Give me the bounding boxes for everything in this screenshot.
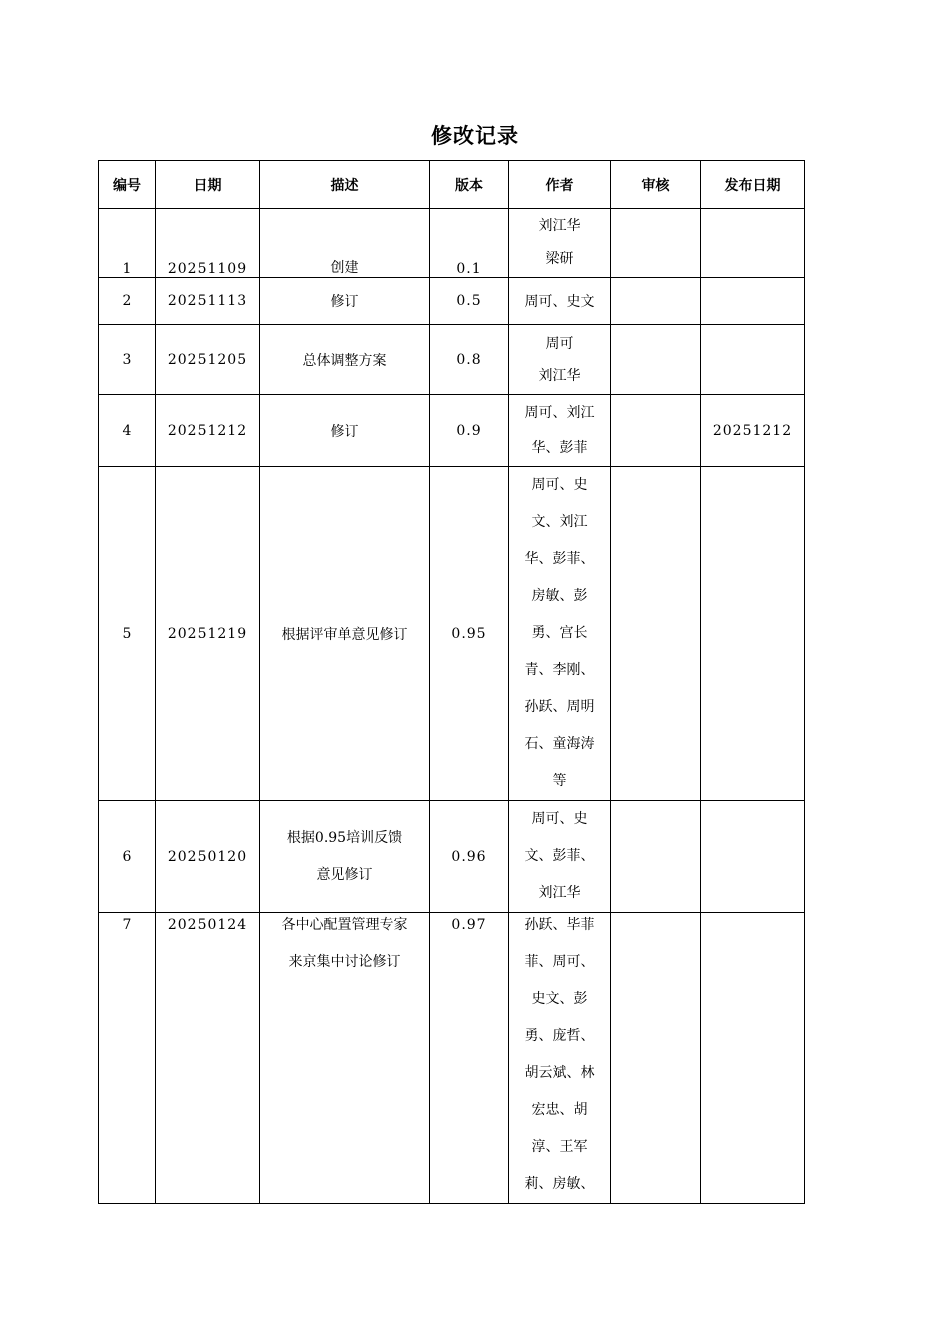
cell-date: 20251219	[156, 467, 260, 801]
cell-release: 20251212	[701, 395, 805, 467]
table-row	[99, 278, 805, 325]
cell-version: 0.1	[430, 209, 509, 278]
cell-desc: 创建	[260, 209, 430, 278]
cell-date: 20251205	[156, 325, 260, 395]
header-no: 编号	[99, 161, 156, 209]
cell-date: 20250124	[156, 913, 260, 1204]
header-review: 审核	[611, 161, 701, 209]
cell-no: 6	[99, 801, 156, 913]
cell-no: 4	[99, 395, 156, 467]
cell-date: 20251113	[156, 278, 260, 325]
cell-review	[611, 325, 701, 395]
header-version: 版本	[430, 161, 509, 209]
desc-text: 根据0.95培训反馈 意见修订	[286, 829, 403, 883]
header-author: 作者	[509, 161, 611, 209]
author-text: 周可、史 文、刘江 华、彭菲、 房敏、彭 勇、宫长 青、李刚、 孙跃、周明 石、童海涛 等	[524, 477, 595, 789]
cell-release	[701, 467, 805, 801]
cell-author	[509, 467, 611, 801]
cell-review	[611, 395, 701, 467]
table-row	[99, 913, 805, 1204]
table-row	[99, 467, 805, 801]
table-header-row	[99, 161, 805, 209]
cell-no: 5	[99, 467, 156, 801]
cell-release	[701, 801, 805, 913]
cell-desc: 根据评审单意见修订	[260, 467, 430, 801]
table-row	[99, 801, 805, 913]
cell-desc	[260, 913, 430, 1204]
cell-author	[509, 801, 611, 913]
cell-release	[701, 913, 805, 1204]
cell-review	[611, 278, 701, 325]
cell-release	[701, 278, 805, 325]
cell-release	[701, 325, 805, 395]
cell-no: 1	[99, 209, 156, 278]
author-text: 周可、刘江 华、彭菲	[524, 404, 595, 456]
cell-no: 3	[99, 325, 156, 395]
cell-review	[611, 209, 701, 278]
cell-date: 20251109	[156, 209, 260, 278]
author-text: 周可、史 文、彭菲、 刘江华	[524, 811, 595, 901]
revision-table	[98, 160, 805, 1204]
cell-review	[611, 913, 701, 1204]
author-text: 孙跃、毕菲 菲、周可、 史文、彭 勇、庞哲、 胡云斌、林 宏忠、胡 淳、王军 莉、房敏、	[524, 917, 595, 1192]
cell-author	[509, 913, 611, 1204]
cell-desc	[260, 801, 430, 913]
cell-date: 20250120	[156, 801, 260, 913]
cell-version: 0.5	[430, 278, 509, 325]
cell-author	[509, 209, 611, 278]
cell-version: 0.97	[430, 913, 509, 1204]
cell-desc: 修订	[260, 278, 430, 325]
desc-text: 各中心配置管理专家 来京集中讨论修订	[281, 917, 408, 970]
cell-version: 0.8	[430, 325, 509, 395]
cell-version: 0.9	[430, 395, 509, 467]
cell-version: 0.95	[430, 467, 509, 801]
table-row	[99, 325, 805, 395]
cell-author: 周可、史文	[509, 278, 611, 325]
table-row	[99, 209, 805, 278]
header-desc: 描述	[260, 161, 430, 209]
header-release: 发布日期	[701, 161, 805, 209]
page-title: 修改记录	[431, 124, 519, 148]
cell-no: 7	[99, 913, 156, 1204]
cell-no: 2	[99, 278, 156, 325]
cell-author	[509, 325, 611, 395]
cell-desc: 总体调整方案	[260, 325, 430, 395]
cell-review	[611, 801, 701, 913]
table-row	[99, 395, 805, 467]
cell-desc: 修订	[260, 395, 430, 467]
cell-review	[611, 467, 701, 801]
cell-version: 0.96	[430, 801, 509, 913]
cell-author	[509, 395, 611, 467]
cell-date: 20251212	[156, 395, 260, 467]
header-date: 日期	[156, 161, 260, 209]
author-text: 周可 刘江华	[538, 335, 581, 384]
author-text: 刘江华 梁研	[538, 218, 581, 267]
cell-release	[701, 209, 805, 278]
